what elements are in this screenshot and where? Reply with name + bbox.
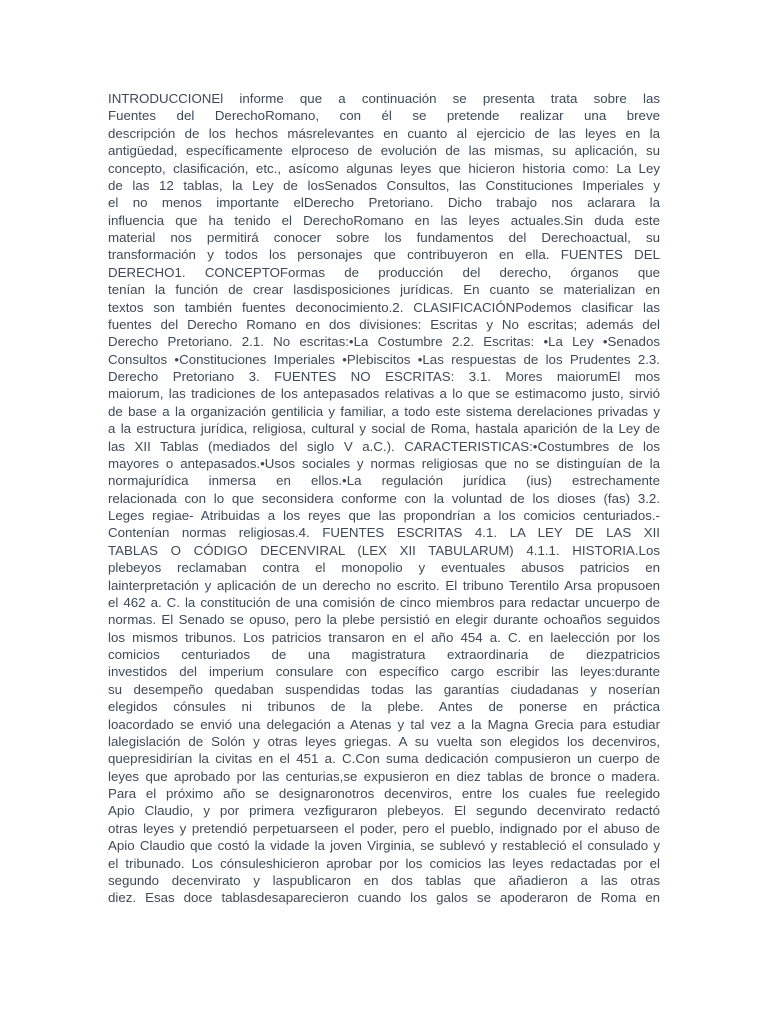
- text-line: relacionada con lo que seconsidera conforme con la voluntad de los dioses (fas) 3.2.: [108, 490, 660, 506]
- text-line: antigüedad, específicamente elproceso de evolución de las mismas, su aplicación, su: [108, 143, 660, 159]
- text-line: Contenían normas religiosas.4. FUENTES ESCRITAS 4.1. LA LEY DE LAS XII: [108, 525, 660, 541]
- text-line: Para el próximo año se designaronotros decenviros, entre los cuales fue reelegido: [108, 786, 660, 801]
- text-line: a la estructura jurídica, religiosa, cultural y social de Roma, hastala aparición de la Ley de: [108, 421, 660, 437]
- text-line: Fuentes del DerechoRomano, con él se pretende realizar una breve: [108, 108, 660, 124]
- text-line: Apio Claudio, y por primera vezfiguraron plebeyos. El segundo decenvirato redactó: [108, 803, 660, 819]
- text-line: descripción de los hechos másrelevantes en cuanto al ejercicio de las leyes en la: [108, 125, 660, 141]
- text-line: quepresidirían la civitas en el 451 a. C.Con suma dedicación compusieron un cuerpo de: [108, 751, 660, 767]
- document-body: [108, 90, 660, 907]
- text-line: investidos del imperium consulare con específico cargo escribir las leyes:durante: [108, 664, 660, 680]
- text-line: Derecho Pretoriano. 2.1. No escritas:•La Costumbre 2.2. Escritas: •La Ley •Senados: [108, 334, 660, 350]
- text-line: diez. Esas doce tablasdesaparecieron cuando los galos se apoderaron de Roma en: [108, 890, 660, 906]
- text-line: leyes que aprobado por las centurias,se expusieron en diez tablas de bronce o madera.: [108, 768, 660, 784]
- text-line: el no menos importante elDerecho Pretoriano. Dicho trabajo nos aclarara la: [108, 195, 660, 211]
- text-line: normas. El Senado se opuso, pero la plebe persistió en elegir durante ochoaños seguidos: [108, 612, 660, 628]
- text-line: lalegislación de Solón y otras leyes griegas. A su vuelta son elegidos los decenviros,: [108, 733, 660, 749]
- text-line: mayores o antepasados.•Usos sociales y normas religiosas que no se distinguían de la: [108, 455, 660, 471]
- text-line: fuentes del Derecho Romano en dos divisiones: Escritas y No escritas; además del: [108, 316, 660, 332]
- text-line: el tribunado. Los cónsuleshicieron aprobar por los comicios las leyes redactadas por el: [108, 855, 660, 871]
- text-line: lainterpretación y aplicación de un derecho no escrito. El tribuno Terentilo Arsa propusoen: [108, 577, 660, 593]
- text-line: concepto, clasificación, etc., asícomo algunas leyes que hicieron historia como: La Ley: [108, 160, 660, 176]
- text-line: su desempeño quedaban suspendidas todas las garantías ciudadanas y noserían: [108, 681, 660, 697]
- text-line: Derecho Pretoriano 3. FUENTES NO ESCRITAS: 3.1. Mores maiorumEl mos: [108, 369, 660, 384]
- text-line: de las 12 tablas, la Ley de losSenados Consultos, las Constituciones Imperiales y: [108, 177, 660, 193]
- text-line: INTRODUCCIONEl informe que a continuación se presenta trata sobre las: [108, 91, 660, 106]
- text-line: tenían la función de crear lasdisposiciones jurídicas. En cuanto se materializan en: [108, 282, 660, 298]
- text-line: TABLAS O CÓDIGO DECENVIRAL (LEX XII TABULARUM) 4.1.1. HISTORIA.Los: [108, 542, 660, 558]
- text-line: de base a la organización gentilicia y familiar, a todo este sistema derelaciones privadas y: [108, 403, 660, 419]
- text-line: elegidos cónsules ni tribunos de la plebe. Antes de ponerse en práctica: [108, 699, 660, 715]
- text-line: textos son también fuentes deconocimiento.2. CLASIFICACIÓNPodemos clasificar las: [108, 299, 660, 315]
- text-line: DERECHO1. CONCEPTOFormas de producción del derecho, órganos que: [108, 264, 660, 280]
- text-line: otras leyes y pretendió perpetuarseen el poder, pero el pueblo, indignado por el abuso de: [108, 820, 660, 836]
- text-line: transformación y todos los personajes que contribuyeron en ella. FUENTES DEL: [108, 247, 660, 263]
- text-line: las XII Tablas (mediados del siglo V a.C.). CARACTERISTICAS:•Costumbres de los: [108, 438, 660, 454]
- text-line: los mismos tribunos. Los patricios transaron en el año 454 a. C. en laelección por los: [108, 629, 660, 645]
- text-line: loacordado se envió una delegación a Atenas y tal vez a la Magna Grecia para estudiar: [108, 716, 660, 732]
- text-line: segundo decenvirato y laspublicaron en dos tablas que añadieron a las otras: [108, 872, 660, 888]
- text-line: comicios centuriados de una magistratura extraordinaria de diezpatricios: [108, 647, 660, 662]
- text-line: influencia que ha tenido el DerechoRomano en las leyes actuales.Sin duda este: [108, 212, 660, 228]
- text-line: normajurídica inmersa en ellos.•La regulación jurídica (ius) estrechamente: [108, 473, 660, 489]
- text-line: material nos permitirá conocer sobre los fundamentos del Derechoactual, su: [108, 230, 660, 245]
- text-line: maiorum, las tradiciones de los antepasados relativas a lo que se estimacomo justo, sirvió: [108, 386, 660, 402]
- text-line: Apio Claudio que costó la vidade la joven Virginia, se sublevó y restableció el consulado y: [108, 838, 660, 854]
- text-line: el 462 a. C. la constitución de una comisión de cinco miembros para redactar uncuerpo de: [108, 594, 660, 610]
- text-line: Consultos •Constituciones Imperiales •Plebiscitos •Las respuestas de los Prudentes 2.3.: [108, 351, 660, 367]
- text-line: plebeyos reclamaban contra el monopolio y eventuales abusos patricios en: [108, 560, 660, 576]
- text-line: Leges regiae- Atribuidas a los reyes que las propondrían a los comicios centuriados.-: [108, 508, 660, 523]
